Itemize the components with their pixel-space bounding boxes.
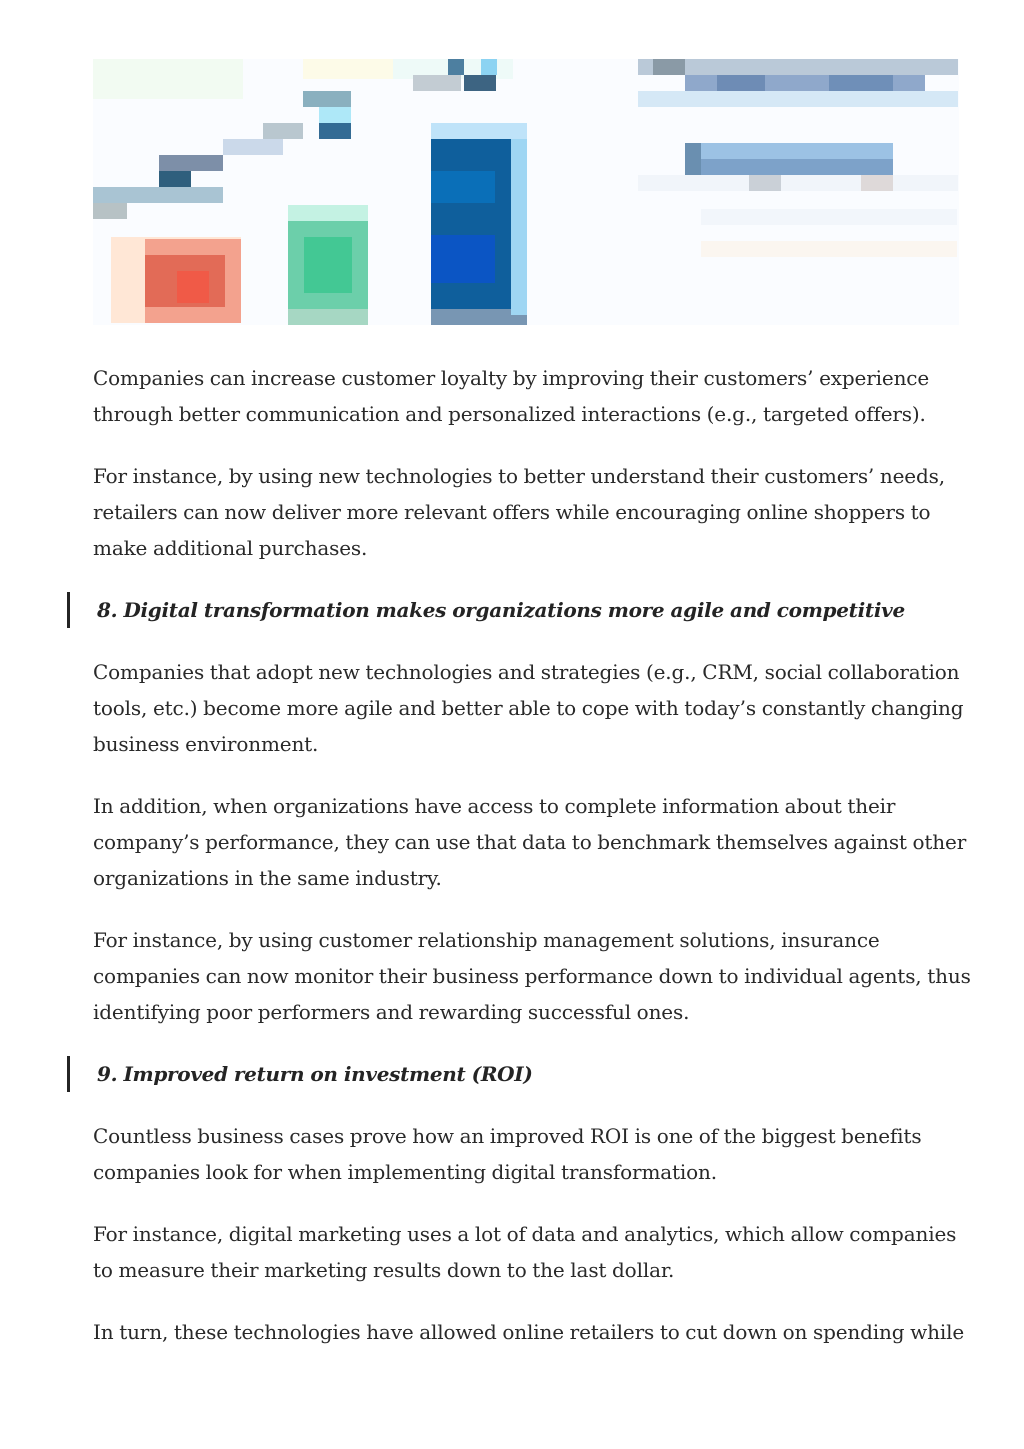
hero-pixel-block	[638, 91, 958, 107]
hero-pixel-block	[93, 187, 223, 203]
section-heading-9	[67, 1056, 973, 1092]
hero-pixel-block	[413, 75, 461, 91]
hero-pixel-block	[685, 143, 701, 175]
hero-pixel-block	[511, 139, 527, 315]
hero-pixel-block	[303, 59, 393, 79]
hero-pixel-block	[464, 75, 496, 91]
quote-bar	[67, 592, 70, 628]
hero-pixel-block	[303, 91, 351, 107]
hero-pixel-block	[431, 235, 495, 283]
hero-pixel-block	[263, 123, 303, 139]
hero-pixel-block	[638, 59, 958, 75]
hero-pixel-block	[288, 309, 368, 325]
hero-pixel-block	[93, 203, 127, 219]
section-heading-8	[67, 592, 973, 628]
heading-text: 9. Improved return on investment (ROI)	[97, 1062, 533, 1086]
hero-pixel-block	[319, 107, 351, 123]
hero-pixel-block	[304, 237, 352, 293]
hero-pixel-block	[159, 155, 223, 171]
hero-pixel-block	[685, 159, 893, 175]
hero-pixel-block	[159, 171, 191, 187]
hero-pixel-block	[93, 59, 243, 99]
paragraph: For instance, by using customer relationship management solutions, insurance companies can now monitor their business performance down to individual agents, thus identifying poor performers and rewarding successful ones.	[93, 928, 971, 1024]
paragraph: Countless business cases prove how an improved ROI is one of the biggest benefits companies look for when implementing digital transformation.	[93, 1124, 922, 1184]
hero-pixel-block	[653, 59, 685, 75]
hero-pixel-block	[431, 139, 511, 315]
article-body	[93, 360, 973, 1376]
hero-pixel-block	[223, 139, 283, 155]
hero-pixel-block	[701, 241, 957, 257]
paragraph: In addition, when organizations have access to complete information about their company’s performance, they can use that data to benchmark themselves against other organizations in the same industry.	[93, 794, 967, 890]
quote-bar	[67, 1056, 70, 1092]
hero-pixel-block	[431, 171, 495, 203]
heading-text: 8. Digital transformation makes organizations more agile and competitive	[97, 598, 905, 622]
hero-pixel-block	[448, 59, 464, 75]
hero-pixel-block	[701, 209, 957, 225]
hero-pixel-block	[829, 75, 893, 91]
hero-pixel-block	[481, 59, 497, 75]
paragraph: For instance, digital marketing uses a lot of data and analytics, which allow companies to measure their marketing results down to the last dollar.	[93, 1222, 957, 1282]
hero-pixel-block	[685, 143, 893, 159]
hero-pixel-block	[177, 271, 209, 303]
paragraph: Companies can increase customer loyalty by improving their customers’ experience through better communication and personalized interactions (e.g., targeted offers).	[93, 366, 930, 426]
paragraph: In turn, these technologies have allowed online retailers to cut down on spending while	[93, 1320, 965, 1344]
hero-pixel-block	[319, 123, 351, 139]
hero-image	[93, 59, 959, 325]
paragraph: For instance, by using new technologies to better understand their customers’ needs, retailers can now deliver more relevant offers while encouraging online shoppers to make additional purchases.	[93, 464, 945, 560]
paragraph: Companies that adopt new technologies and strategies (e.g., CRM, social collaboration tools, etc.) become more agile and better able to cope with today’s constantly changing business environment.	[93, 660, 964, 756]
hero-pixel-block	[717, 75, 765, 91]
hero-pixel-block	[638, 175, 958, 191]
